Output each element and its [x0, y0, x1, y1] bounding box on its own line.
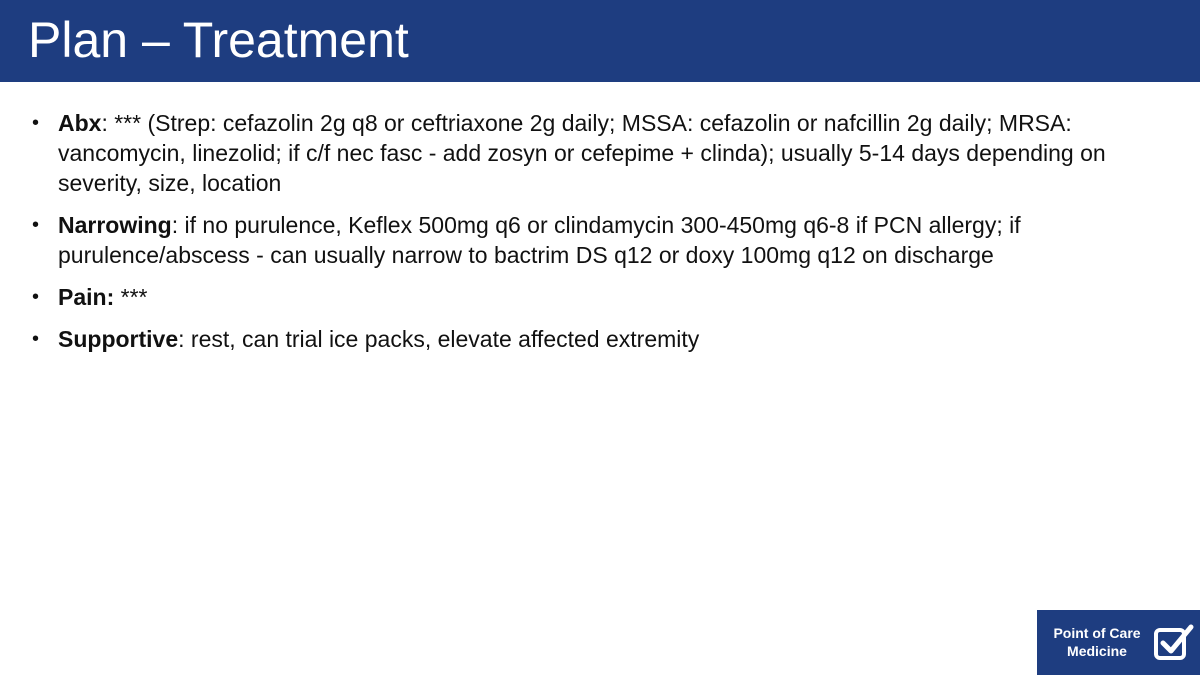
logo-line-2: Medicine: [1067, 643, 1127, 659]
bullet-term: Pain:: [58, 284, 115, 310]
title-bar: [0, 0, 1200, 82]
bullet-item-abx: [30, 108, 1140, 198]
bullet-item-supportive: [30, 324, 1140, 354]
bullet-dot-icon: •: [32, 214, 40, 236]
bullet-term: Narrowing: [58, 212, 172, 238]
bullet-item-narrowing: [30, 210, 1140, 270]
bullet-term: Supportive: [58, 326, 179, 352]
bullet-item-pain: [30, 282, 1140, 312]
point-of-care-medicine-logo: [1037, 610, 1200, 675]
bullet-dot-icon: •: [32, 112, 40, 134]
bullet-text: : if no purulence, Keflex 500mg q6 or clindamycin 300-450mg q6-8 if PCN allergy; if purulence/abscess - can usually narrow to bactrim DS q12 or doxy 100mg q12 on discharge: [58, 212, 1021, 268]
bullet-term: Abx: [58, 110, 102, 136]
bullet-text: : rest, can trial ice packs, elevate affected extremity: [178, 326, 700, 352]
bullet-list: [30, 108, 1140, 366]
bullet-text: ***: [114, 284, 148, 310]
checkbox-check-icon: [1153, 622, 1195, 664]
logo-text: [1041, 624, 1153, 660]
bullet-dot-icon: •: [32, 328, 40, 350]
slide-title: Plan – Treatment: [28, 12, 409, 68]
logo-line-1: Point of Care: [1053, 625, 1141, 641]
bullet-dot-icon: •: [32, 286, 40, 308]
bullet-text: : *** (Strep: cefazolin 2g q8 or ceftriaxone 2g daily; MSSA: cefazolin or nafcillin 2g daily; MRSA: vancomycin, linezolid; if c/f nec fasc - add zosyn or cefepime + clinda); usually 5-14 days depending on severity, size, location: [58, 110, 1106, 196]
